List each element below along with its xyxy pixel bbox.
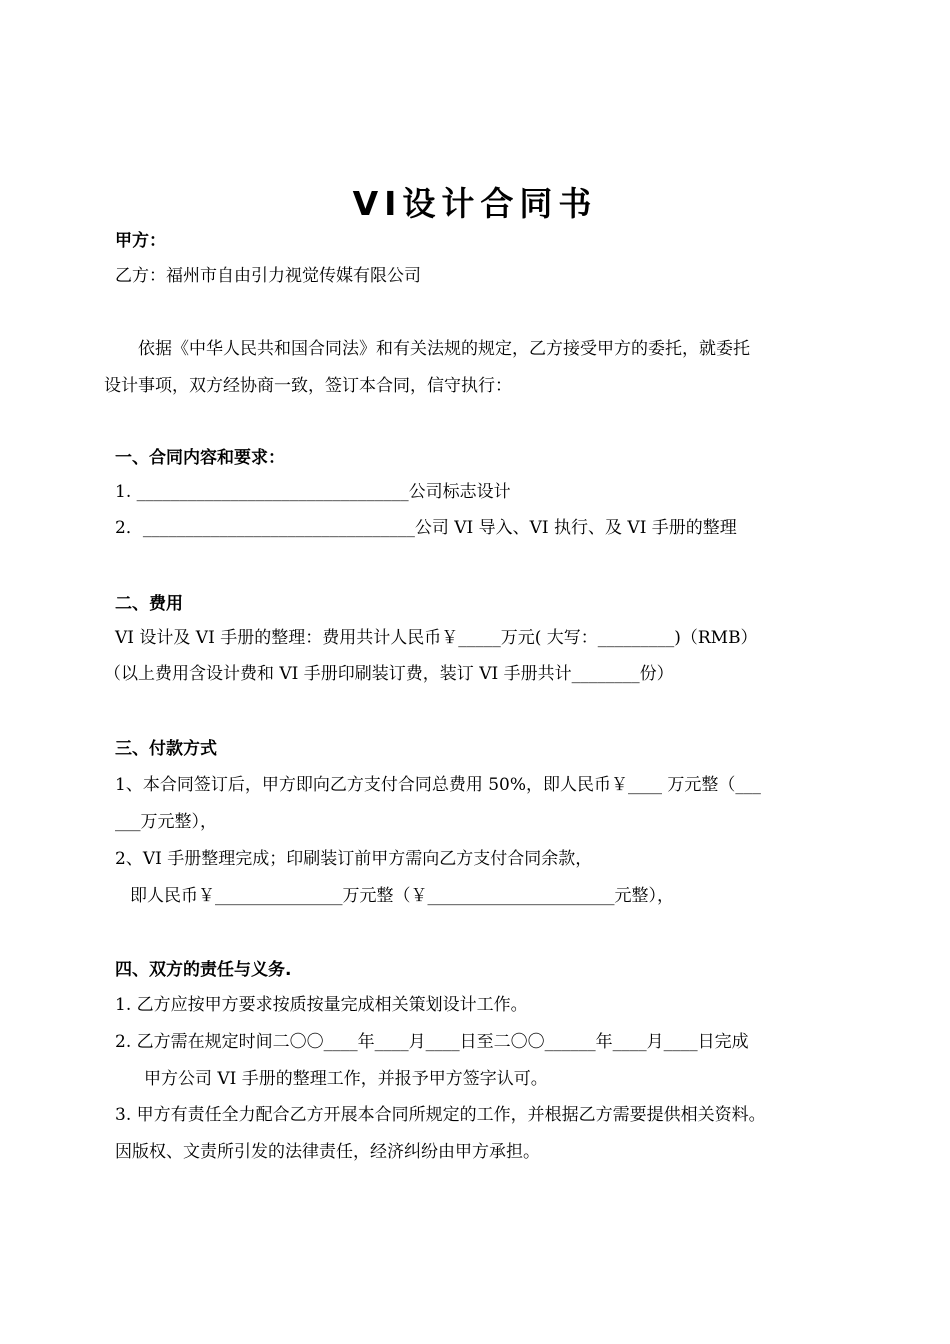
section-3-heading: 三、付款方式 [115, 739, 217, 759]
intro-paragraph-line-1: 依据《中华人民共和国合同法》和有关法规的规定，乙方接受甲方的委托，就委托 [138, 339, 750, 359]
section-3-line-4: 即人民币￥_______________万元整（￥______________________元整）， [130, 886, 674, 906]
section-4-heading: 四、双方的责任与义务. [115, 960, 292, 980]
section-4-line-3: 甲方公司 VI 手册的整理工作，并报予甲方签字认可。 [144, 1069, 548, 1089]
section-1-heading: 一、合同内容和要求： [115, 448, 285, 468]
party-b-line: 乙方：福州市自由引力视觉传媒有限公司 [115, 266, 421, 286]
section-3-line-3: 2、VI 手册整理完成；印刷装订前甲方需向乙方支付合同余款， [115, 849, 593, 869]
section-4-line-2: 2. 乙方需在规定时间二〇〇____年____月____日至二〇〇______年____月____日完成 [115, 1032, 749, 1052]
section-3-line-2: ___万元整）， [115, 812, 217, 832]
document-title: VI设计合同书 [352, 184, 598, 223]
section-4-line-4: 3. 甲方有责任全力配合乙方开展本合同所规定的工作，并根据乙方需要提供相关资料。 [115, 1105, 766, 1125]
section-1-item-1: 1. ________________________________公司标志设计 [115, 482, 511, 502]
section-1-item-2: 2．________________________________公司 VI 导入、VI 执行、及 VI 手册的整理 [115, 518, 737, 538]
section-2-heading: 二、费用 [115, 594, 183, 614]
party-a-label: 甲方： [115, 231, 166, 251]
section-4-line-5: 因版权、文责所引发的法律责任，经济纠纷由甲方承担。 [115, 1142, 540, 1162]
section-3-line-1: 1、本合同签订后，甲方即向乙方支付合同总费用 50%，即人民币￥____ 万元整（___ [115, 775, 761, 795]
section-2-line-1: VI 设计及 VI 手册的整理：费用共计人民币￥_____万元( 大写：_________)（RMB） [115, 628, 758, 648]
section-2-line-2: （以上费用含设计费和 VI 手册印刷装订费，装订 VI 手册共计________份） [104, 664, 674, 684]
section-4-line-1: 1. 乙方应按甲方要求按质按量完成相关策划设计工作。 [115, 995, 528, 1015]
intro-paragraph-line-2: 设计事项，双方经协商一致，签订本合同，信守执行： [104, 376, 512, 396]
